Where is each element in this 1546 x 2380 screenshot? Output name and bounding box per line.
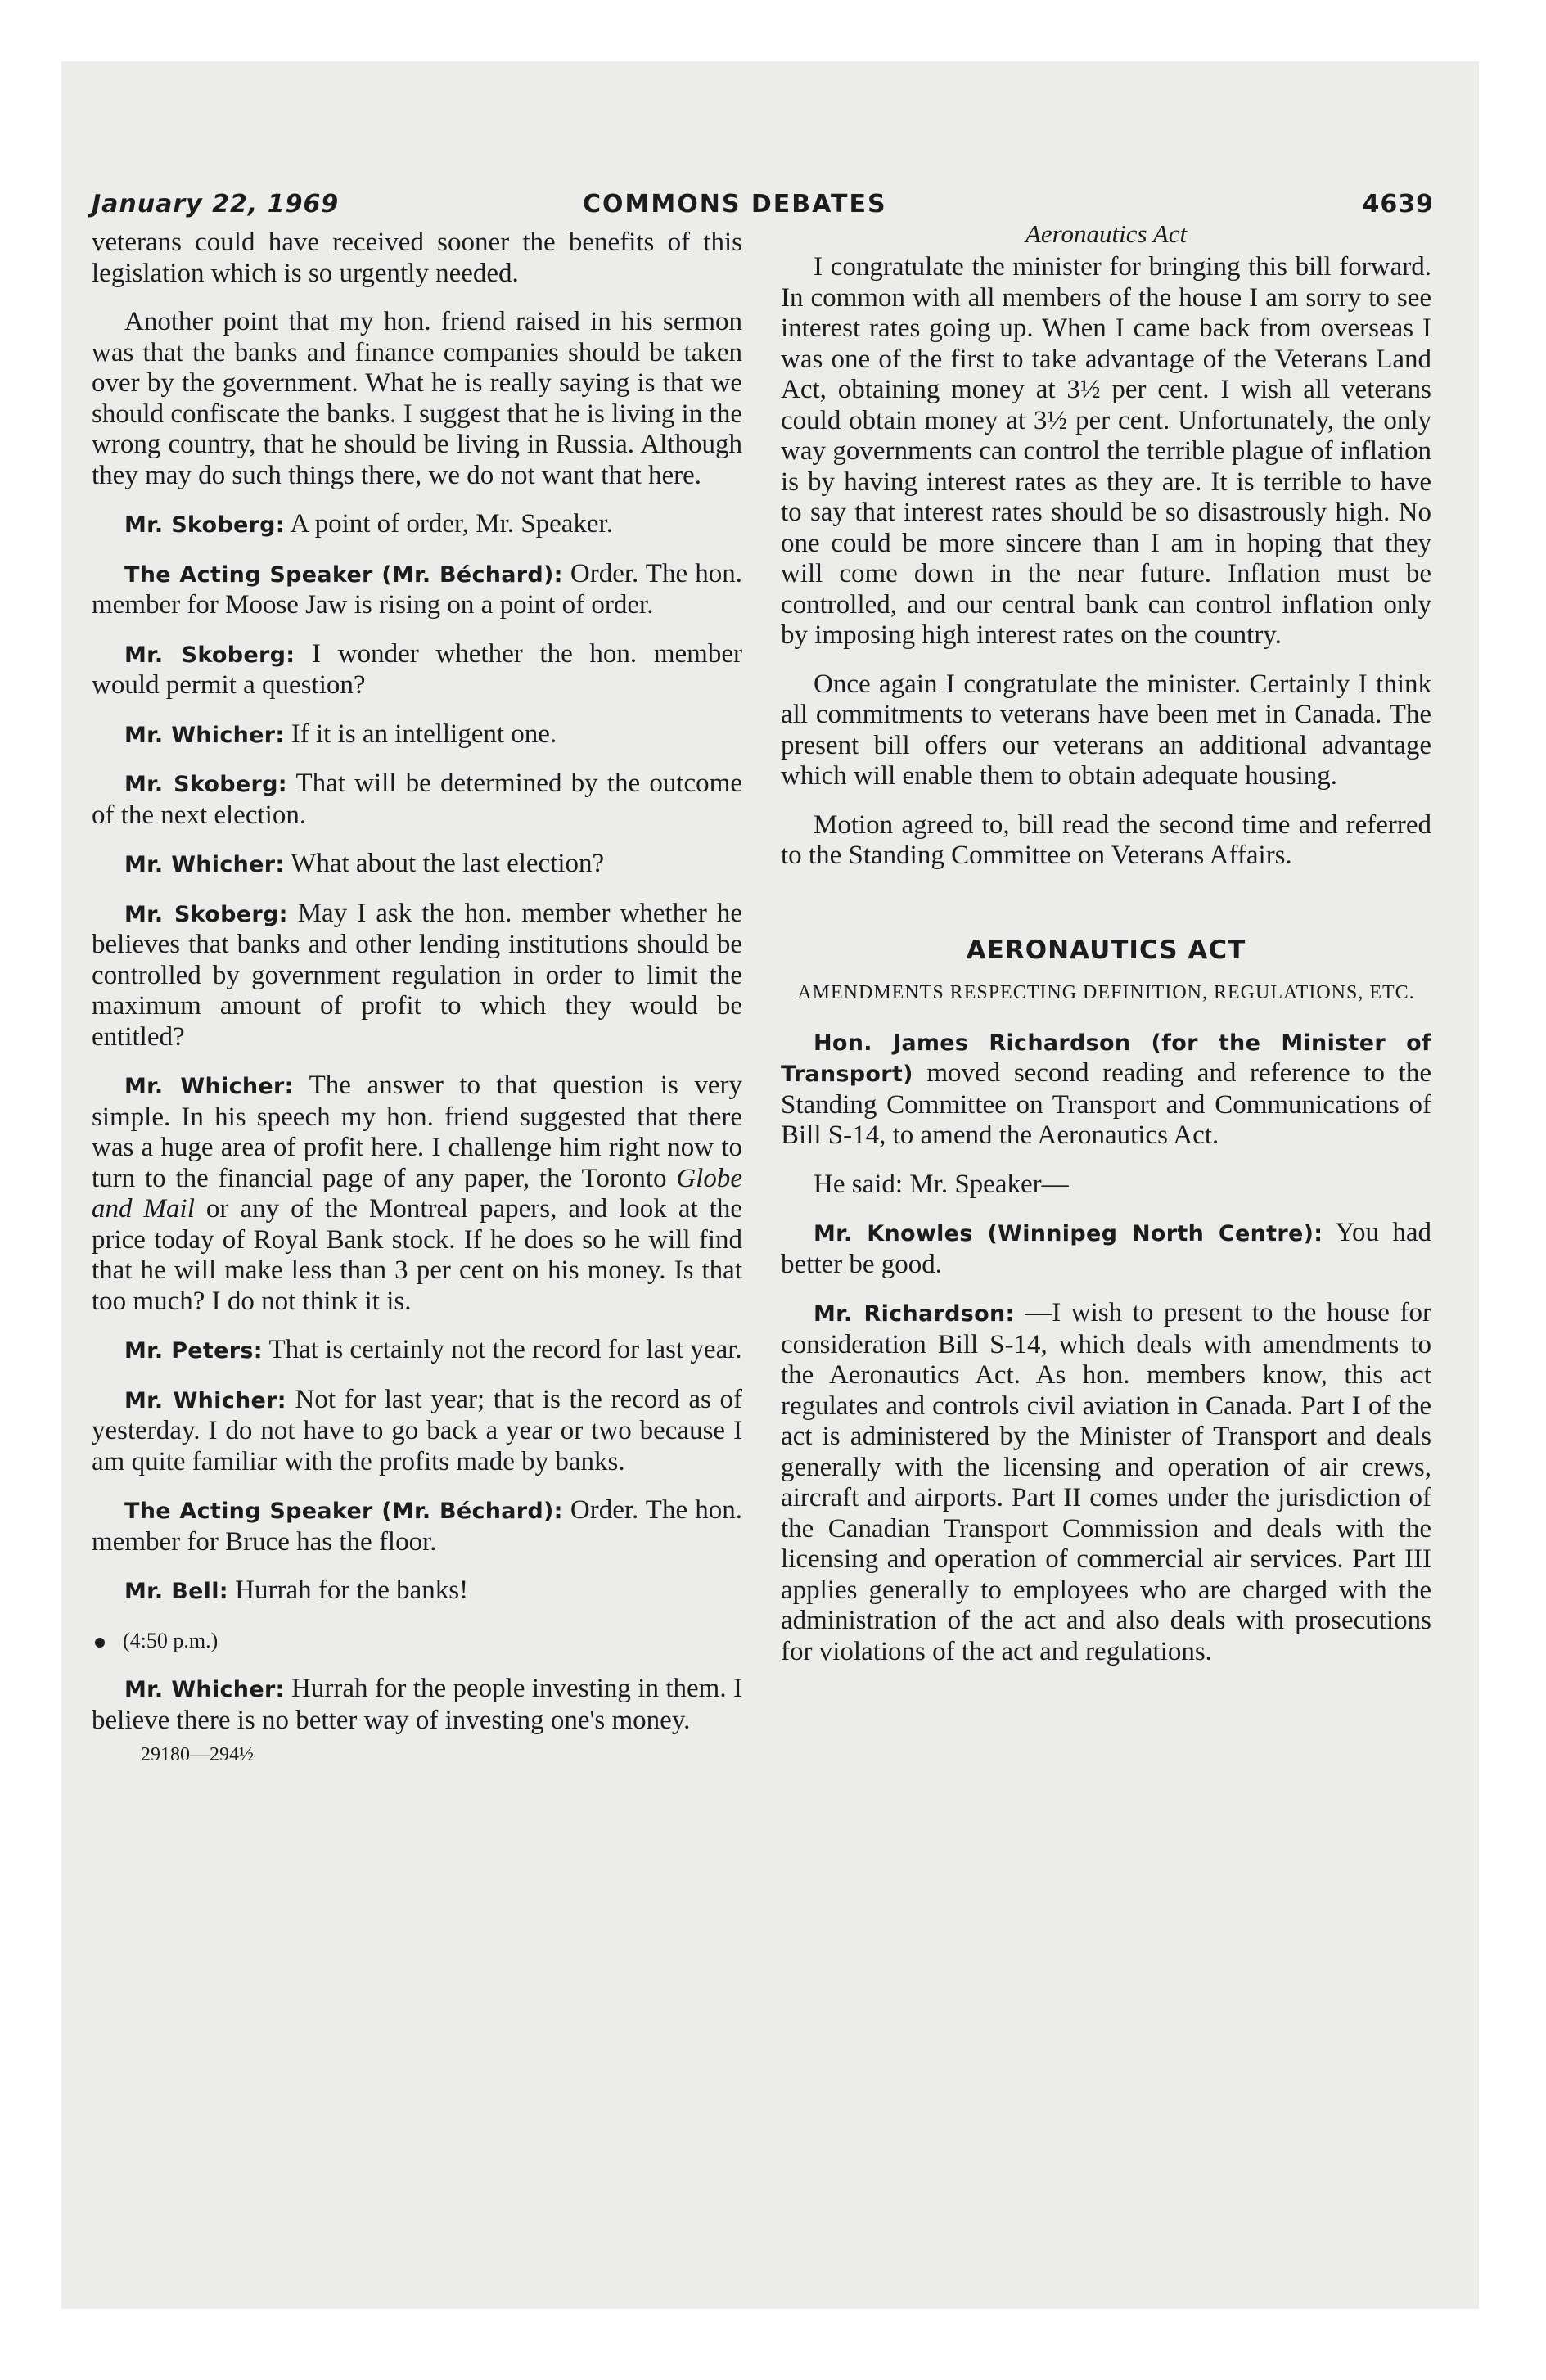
- paragraph: He said: Mr. Speaker—: [814, 1169, 1069, 1199]
- speech: [781, 1027, 1431, 1152]
- speech-text: The answer to that question is very simple. In his speech my hon. friend suggested that there was a huge area of profit here. I challenge him right now to turn to the financial page of any paper, the Toronto: [92, 1071, 742, 1193]
- speaker-name: Mr. Skoberg:: [124, 772, 287, 797]
- speaker-name: Mr. Skoberg:: [124, 512, 285, 538]
- paragraph: Another point that my hon. friend raised in his sermon was that the banks and finance companies should be taken over by the government. What he is really saying is that we should confiscate the banks. I suggest that he is living in the wrong country, that he should be living in Russia. Although they may do such things there, we do not want that here.: [92, 307, 742, 490]
- left-column: [92, 228, 742, 1766]
- right-column: [781, 219, 1432, 1685]
- paragraph: Motion agreed to, bill read the second time and referred to the Standing Committee on Veterans Affairs.: [781, 809, 1431, 870]
- speaker-name: Mr. Bell:: [124, 1579, 228, 1604]
- speech-text: You had better be good.: [781, 1218, 1432, 1279]
- speech: [92, 1335, 742, 1367]
- speech-text: A point of order, Mr. Speaker.: [284, 509, 613, 539]
- speech-text: Hurrah for the banks!: [228, 1575, 469, 1605]
- speaker-name: Mr. Whicher:: [124, 1074, 294, 1099]
- speech: [92, 899, 742, 1053]
- speech: [92, 1385, 742, 1478]
- speech: [92, 639, 742, 701]
- printer-footnote: 29180—294½: [141, 1744, 254, 1765]
- speech-text: May I ask the hon. member whether he believes that banks and other lending institutions should be controlled by government regulation in order to limit the maximum amount of profit to which they would be entitled?: [92, 898, 742, 1052]
- speech: [92, 1674, 742, 1736]
- page-number: 4639: [1362, 190, 1434, 219]
- paragraph: I congratulate the minister for bringing this bill forward. In common with all members of the house I am sorry to see interest rates going up. When I came back from overseas I was one of the first to take advantage of the Veterans Land Act, obtaining money at 3½ per cent. I wish all veterans could obtain money at 3½ per cent. Unfortunately, the only way governments can control the terrible plague of inflation is by having interest rates as they are. It is terrible to have to say that interest rates should be so disastrously high. No one could be more sincere than I am in hoping that they will come down in the near future. Inflation must be controlled, and our central bank can control inflation only by imposing high interest rates on the country.: [781, 252, 1431, 650]
- publication-title: Globe and Mail: [92, 1163, 742, 1224]
- bullet-icon: [95, 1638, 105, 1648]
- speech: [781, 1218, 1431, 1280]
- speech-text: or any of the Montreal papers, and look at the price today of Royal Bank stock. If he does so he will find that he will make less than 3 per cent on his money. Is that too much? I do not think it is.: [92, 1194, 742, 1316]
- paragraph: veterans could have received sooner the benefits of this legislation which is so urgently needed.: [92, 228, 742, 288]
- speaker-name: Mr. Whicher:: [124, 852, 285, 877]
- speech: [92, 769, 742, 831]
- hansard-page: [92, 190, 1434, 1765]
- speaker-name: Mr. Peters:: [124, 1338, 263, 1364]
- speech-text: That is certainly not the record for last year.: [262, 1335, 742, 1364]
- speaker-name: The Acting Speaker (Mr. Béchard):: [124, 561, 563, 588]
- time-text: (4:50 p.m.): [123, 1628, 219, 1652]
- speaker-name: Hon. James Richardson (for the Minister of Transport): [781, 1030, 1431, 1087]
- speech-text: —I wish to present to the house for consideration Bill S-14, which deals with amendments to the Aeronautics Act. As hon. members know, this act regulates and controls civil aviation in Canada. Part I of the act is administered by the Minister of Transport and deals generally with the licensing and operation of air crews, aircraft and airports. Part II comes under the jurisdiction of the Canadian Transport Commission and deals with the licensing and operation of commercial air services. Part III applies generally to employees who are charged with the administration of the act and also deals with prosecutions for violations of the act and regulations.: [781, 1298, 1432, 1666]
- header-title: COMMONS DEBATES: [583, 190, 887, 219]
- paragraph: Once again I congratulate the minister. Certainly I think all commitments to veterans have been met in Canada. The present bill offers our veterans an additional advantage which will enable them to obtain adequate housing.: [781, 669, 1431, 791]
- speech: [92, 1071, 742, 1317]
- speech-text: Order. The hon. member for Bruce has the floor.: [92, 1495, 742, 1557]
- speech-text: That will be determined by the outcome of the next election.: [92, 769, 742, 830]
- speech-text: Not for last year; that is the record as of yesterday. I do not have to go back a year or two because I am quite familiar with the profits made by banks.: [92, 1384, 742, 1476]
- speaker-name: Mr. Skoberg:: [124, 901, 288, 927]
- speaker-name: Mr. Whicher:: [124, 1677, 285, 1702]
- speech: [781, 1298, 1431, 1667]
- section-subtitle: AMENDMENTS RESPECTING DEFINITION, REGULATIONS, ETC.: [797, 981, 1415, 1003]
- section-title: AERONAUTICS ACT: [966, 935, 1246, 965]
- speech: [92, 509, 742, 541]
- speech-text: Order. The hon. member for Moose Jaw is rising on a point of order.: [92, 558, 742, 620]
- speech: [92, 1575, 742, 1607]
- topic-heading: Aeronautics Act: [1025, 219, 1188, 248]
- speech-text: I wonder whether the hon. member would permit a question?: [92, 638, 742, 700]
- time-stamp: [95, 1625, 742, 1657]
- speech: [92, 719, 742, 751]
- speech-text: moved second reading and reference to the Standing Committee on Transport and Communications of Bill S-14, to amend the Aeronautics Act.: [781, 1058, 1431, 1150]
- speaker-name: The Acting Speaker (Mr. Béchard):: [124, 1499, 563, 1524]
- speech-text: Hurrah for the people investing in them. I believe there is no better way of investing one's money.: [92, 1674, 742, 1735]
- speaker-name: Mr. Skoberg:: [124, 642, 295, 668]
- speech-text: If it is an intelligent one.: [284, 719, 557, 749]
- speaker-name: Mr. Knowles (Winnipeg North Centre):: [814, 1221, 1323, 1246]
- speech: [92, 849, 742, 881]
- speaker-name: Mr. Richardson:: [814, 1301, 1015, 1327]
- speech: [92, 559, 742, 621]
- speech: [92, 1495, 742, 1557]
- header-date: January 22, 1969: [92, 190, 340, 219]
- speaker-name: Mr. Whicher:: [124, 722, 285, 748]
- speaker-name: Mr. Whicher:: [124, 1387, 286, 1413]
- speech-text: What about the last election?: [284, 849, 605, 878]
